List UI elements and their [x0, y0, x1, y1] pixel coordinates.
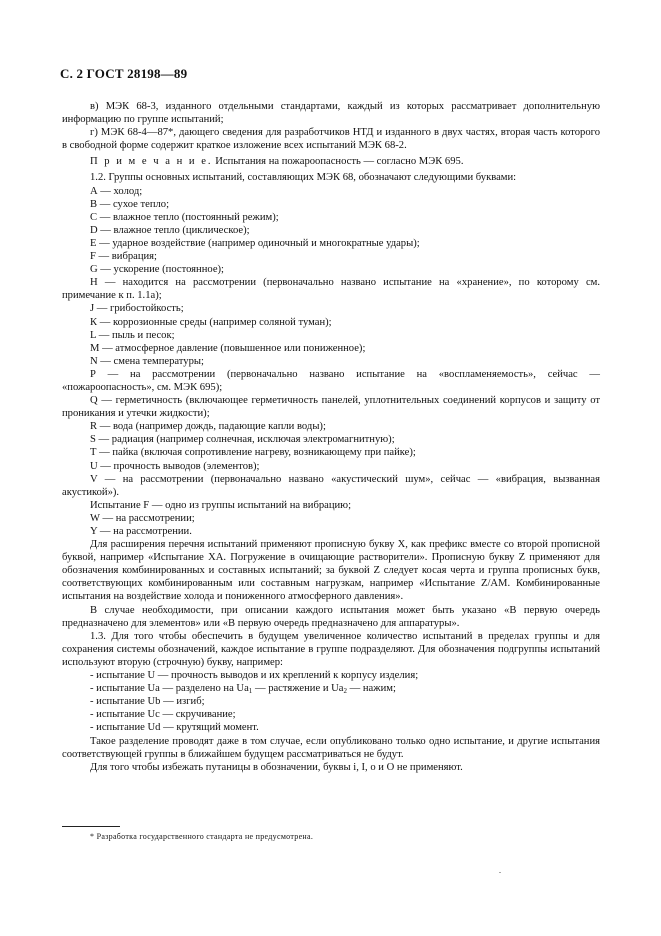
paragraph-1-3: 1.3. Для того чтобы обеспечить в будущем увеличенное количество испытаний в пределах группы и для сохранения системы обозначений, каждое испытание в группе подразделяют. Для обозначения подгруппы испытаний используют вторую (строчную) букву, например: — [62, 630, 600, 668]
paragraph-v: в) МЭК 68-3, изданного отдельными стандартами, каждый из которых рассматривает дополнительную информацию по группе испытаний; — [62, 101, 600, 126]
group-item: N — смена температуры; — [90, 355, 204, 367]
group-item: А — холод; — [90, 185, 143, 197]
group-item: U — прочность выводов (элементов); — [90, 460, 260, 472]
paragraph-separation: Такое разделение проводят даже в том случае, если опубликовано только одно испытание, и другие испытания соответствующей группы в ближайшем будущем рассматриваться не будут. — [62, 735, 600, 760]
subtest-ub: - испытание Ub — изгиб; — [90, 696, 205, 708]
subtest-ua-mid: — растяжение и Ua — [252, 683, 344, 695]
subtest-ua-prefix: - испытание Ua — разделено на Ua — [90, 683, 249, 695]
note — [62, 155, 600, 168]
subscript-1: 1 — [248, 687, 253, 696]
paragraph-x-prefix: Для расширения перечня испытаний применяют прописную букву X, как префикс вместе со второй прописной буквой, например «Испытание XA. Погружение в очищающие растворители». Прописную букву Z применяют для обозначения комбинированных и составных испытаний; за буквой Z следует косая черта и группа прописных букв, соответствующих комбинированным или составным нагрузкам, например «Испытание Z/AM. Комбинированные испытания на воздействие холода и пониженного атмосферного давления». — [62, 539, 600, 603]
group-item: С — влажное тепло (постоянный режим); — [90, 211, 279, 223]
group-item: S — радиация (например солнечная, исключая электромагнитную); — [90, 434, 395, 446]
group-item: Т — пайка (включая сопротивление нагреву, возникающему при пайке); — [90, 447, 416, 459]
subtest-ua — [62, 682, 600, 695]
footnote-divider — [62, 826, 120, 827]
group-item: L — пыль и песок; — [90, 329, 175, 341]
paragraph-1-2: 1.2. Группы основных испытаний, составляющих МЭК 68, обозначают следующими буквами: — [90, 172, 517, 184]
document-body — [62, 100, 600, 774]
group-item: V — на рассмотрении (первоначально названо «акустический шум», сейчас — «вибрация, вызванная акустикой»). — [62, 473, 600, 498]
group-item: Испытание F — одно из группы испытаний на вибрацию; — [90, 499, 352, 511]
group-item: Y — на рассмотрении. — [90, 526, 192, 537]
group-item: Р — на рассмотрении (первоначально названо испытание на «воспламеняемость», сейчас — «пожароопасность», см. МЭК 695); — [62, 368, 600, 393]
subtest-uc: - испытание Uc — скручивание; — [90, 709, 236, 721]
group-item: F — вибрация; — [90, 251, 157, 263]
subtest-u: - испытание U — прочность выводов и их креплений к корпусу изделия; — [90, 670, 419, 682]
group-item: D — влажное тепло (циклическое); — [90, 224, 250, 236]
group-item: Q — герметичность (включающее герметичность панелей, уплотнительных соединений корпусов и защиту от проникания и утечки жидкости); — [62, 395, 600, 420]
paragraph-g: г) МЭК 68-4—87*, дающего сведения для разработчиков НТД и изданного в двух частях, вторая часть которого в свободной форме содержит краткое изложение всех испытаний МЭК 68-2. — [62, 127, 600, 152]
group-item: К — коррозионные среды (например соляной туман); — [90, 316, 332, 328]
group-item: В — сухое тепло; — [90, 198, 170, 210]
footnote: * Разработка государственного стандарта не предусмотрена. — [90, 832, 314, 841]
paragraph-necessity: В случае необходимости, при описании каждого испытания может быть указано «В первую очередь предназначено для элементов» или «В первую очередь предназначено для аппаратуры». — [62, 604, 600, 629]
paragraph-confusion: Для того чтобы избежать путаницы в обозначении, буквы i, I, o и O не применяют. — [90, 761, 463, 773]
group-item: W — на рассмотрении; — [90, 512, 195, 524]
subtest-ua-suffix: — нажим; — [347, 683, 396, 695]
page-header: С. 2 ГОСТ 28198—89 — [60, 66, 188, 81]
group-item: Е — ударное воздействие (например одиночный и многократные удары); — [90, 237, 420, 249]
note-label: П р и м е ч а н и е. — [90, 156, 213, 168]
group-item: J — грибостойкость; — [90, 303, 184, 315]
group-item: Н — находится на рассмотрении (первоначально названо испытание на «хранение», по которому см. примечание к п. 1.1а); — [62, 277, 600, 302]
group-item: М — атмосферное давление (повышенное или пониженное); — [90, 342, 366, 354]
group-item: G — ускорение (постоянное); — [90, 264, 224, 276]
page-mark: . — [499, 866, 501, 875]
note-text: Испытания на пожароопасность — согласно МЭК 695. — [215, 156, 464, 168]
subtest-ud: - испытание Ud — крутящий момент. — [90, 722, 259, 734]
group-item: R — вода (например дождь, падающие капли воды); — [90, 421, 326, 433]
subscript-2: 2 — [343, 687, 347, 696]
